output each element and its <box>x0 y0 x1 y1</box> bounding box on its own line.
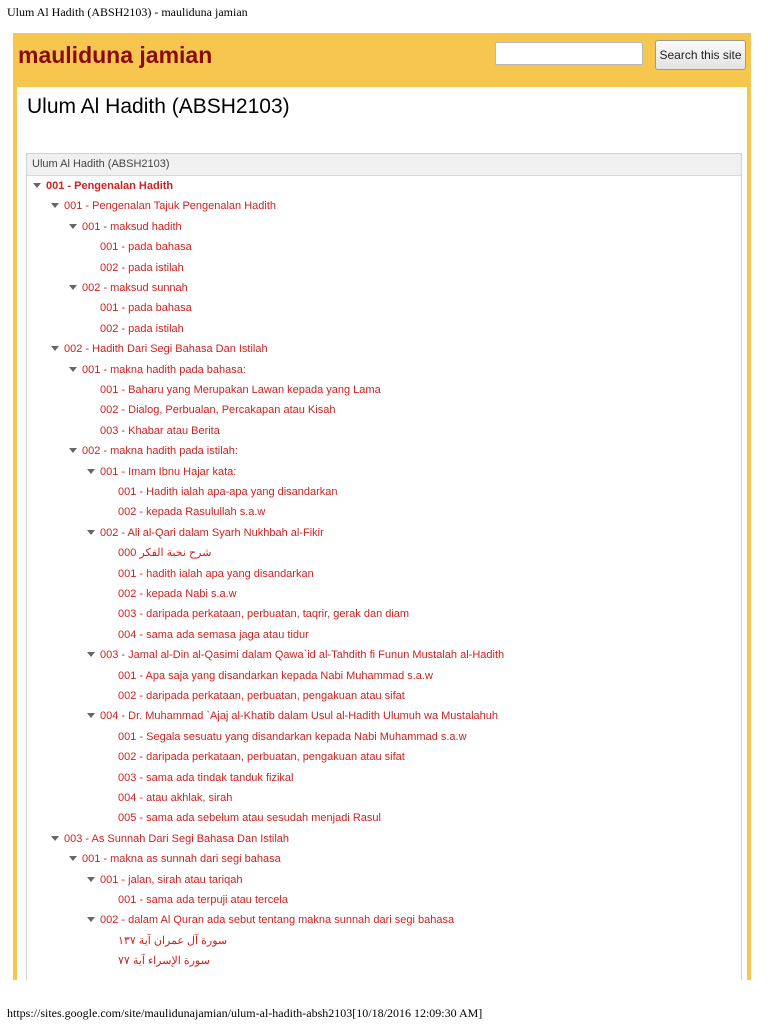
expand-triangle-icon[interactable] <box>69 224 77 229</box>
toc-item-label: سورة الإسراء آية ٧٧ <box>118 955 210 968</box>
toc-item[interactable] <box>100 239 192 255</box>
toc-item-label: 001 - pada bahasa <box>100 241 192 254</box>
toc-item-label: 002 - dalam Al Quran ada sebut tentang makna sunnah dari segi bahasa <box>100 914 455 927</box>
toc-item-label: سورة آل عمران آية ١٣٧ <box>118 934 228 947</box>
toc-item[interactable] <box>118 729 467 745</box>
expand-triangle-icon[interactable] <box>87 469 95 474</box>
toc-item-label: 001 - makna as sunnah dari segi bahasa <box>82 853 281 866</box>
content-area <box>17 87 747 980</box>
toc-item-label: 002 - maksud sunnah <box>82 282 188 294</box>
print-header: Ulum Al Hadith (ABSH2103) - mauliduna jamian <box>7 5 248 19</box>
toc-item[interactable] <box>100 423 220 439</box>
expand-triangle-icon[interactable] <box>87 917 95 922</box>
toc-item[interactable] <box>118 484 338 500</box>
toc-item-label: 001 - Segala sesuatu yang disandarkan kepada Nabi Muhammad s.a.w <box>118 730 467 743</box>
toc-item[interactable] <box>118 504 265 520</box>
expand-triangle-icon[interactable] <box>51 203 59 208</box>
toc-item[interactable] <box>100 260 184 276</box>
toc-item-label: 001 - makna hadith pada bahasa: <box>82 363 246 376</box>
toc-item[interactable] <box>118 770 294 786</box>
site-frame <box>13 33 751 980</box>
print-footer: https://sites.google.com/site/maulidunajamian/ulum-al-hadith-absh2103[10/18/2016 12:09:30 AM] <box>7 1006 483 1020</box>
expand-triangle-icon[interactable] <box>87 713 95 718</box>
toc-item-label: 001 - Imam Ibnu Hajar kata: <box>100 465 237 478</box>
toc-item[interactable] <box>51 831 289 847</box>
toc-item[interactable] <box>69 280 188 296</box>
toc-item[interactable] <box>100 300 192 316</box>
toc-item[interactable] <box>118 953 210 969</box>
toc-item[interactable] <box>51 198 276 214</box>
toc-item[interactable] <box>100 321 184 337</box>
toc-item-label: 000 شرح نخبة الفكر <box>118 547 212 560</box>
toc-item-label: 002 - Ali al-Qari dalam Syarh Nukhbah al-Fikir <box>100 526 324 539</box>
toc-item-label: 002 - Hadith Dari Segi Bahasa Dan Istilah <box>64 343 268 356</box>
toc-item[interactable] <box>69 362 246 378</box>
toc-item[interactable] <box>118 545 211 561</box>
toc-item-label: 004 - Dr. Muhammad `Ajaj al-Khatib dalam Usul al-Hadith Ulumuh wa Mustalahuh <box>100 710 499 723</box>
toc-item-label: 004 - atau akhlak, sirah <box>118 792 233 804</box>
search-input[interactable] <box>495 42 643 65</box>
toc-item[interactable] <box>118 810 381 826</box>
toc-item-label: 003 - Jamal al-Din al-Qasimi dalam Qawa`id al-Tahdith fi Funun Mustalah al-Hadith <box>100 649 505 662</box>
toc-item[interactable] <box>87 708 498 724</box>
toc-item-label: 002 - kepada Rasulullah s.a.w <box>118 506 266 519</box>
toc-item[interactable] <box>87 464 236 480</box>
toc-item[interactable] <box>69 219 182 235</box>
expand-triangle-icon[interactable] <box>69 285 77 290</box>
toc-item-label: 003 - As Sunnah Dari Segi Bahasa Dan Istilah <box>64 832 290 845</box>
expand-triangle-icon[interactable] <box>51 346 59 351</box>
expand-triangle-icon[interactable] <box>51 836 59 841</box>
toc-item-label: 001 - pada bahasa <box>100 302 192 315</box>
toc-item[interactable] <box>118 668 433 684</box>
toc-item[interactable] <box>118 790 232 806</box>
toc-item[interactable] <box>100 402 335 418</box>
toc-item-label: 002 - pada istilah <box>100 322 184 335</box>
toc-item-label: 003 - sama ada tindak tanduk fizikal <box>118 771 294 784</box>
toc-item[interactable] <box>118 566 314 582</box>
toc-item[interactable] <box>118 688 405 704</box>
toc-item[interactable] <box>87 647 504 663</box>
toc-item[interactable] <box>118 892 288 908</box>
expand-triangle-icon[interactable] <box>87 877 95 882</box>
toc-item[interactable] <box>33 178 173 194</box>
expand-triangle-icon[interactable] <box>87 652 95 657</box>
expand-triangle-icon[interactable] <box>69 448 77 453</box>
toc-item[interactable] <box>118 749 405 765</box>
toc-item-label: 002 - pada istilah <box>100 261 184 274</box>
toc-item-label: 002 - Dialog, Perbualan, Percakapan atau Kisah <box>100 404 336 417</box>
toc-item-label: 001 - hadith ialah apa yang disandarkan <box>118 567 314 580</box>
toc-item-label: 002 - daripada perkataan, perbuatan, pengakuan atau sifat <box>118 690 405 702</box>
expand-triangle-icon[interactable] <box>69 367 77 372</box>
toc-item[interactable] <box>69 851 281 867</box>
toc-item-label: 001 - Hadith ialah apa-apa yang disandarkan <box>118 486 338 498</box>
toc-item-label: 002 - daripada perkataan, perbuatan, pengakuan atau sifat <box>118 751 405 764</box>
toc-header: Ulum Al Hadith (ABSH2103) <box>27 154 741 176</box>
toc-item-label: 001 - Apa saja yang disandarkan kepada Nabi Muhammad s.a.w <box>118 669 433 682</box>
expand-triangle-icon[interactable] <box>69 856 77 861</box>
search-button[interactable]: Search this site <box>655 40 746 70</box>
toc-item-label: 001 - sama ada terpuji atau tercela <box>118 894 288 906</box>
toc-item[interactable] <box>118 933 227 949</box>
site-title[interactable]: mauliduna jamian <box>18 42 213 68</box>
toc-item-label: 001 - Baharu yang Merupakan Lawan kepada yang Lama <box>100 384 381 396</box>
toc-item[interactable] <box>51 341 268 357</box>
table-of-contents <box>26 153 742 980</box>
toc-item[interactable] <box>87 872 242 888</box>
toc-item[interactable] <box>118 606 409 622</box>
toc-item-label: 001 - jalan, sirah atau tariqah <box>100 873 243 886</box>
toc-item[interactable] <box>87 912 454 928</box>
toc-item[interactable] <box>118 586 237 602</box>
toc-item[interactable] <box>69 443 238 459</box>
toc-item-label: 004 - sama ada semasa jaga atau tidur <box>118 628 309 641</box>
expand-triangle-icon[interactable] <box>87 530 95 535</box>
toc-item[interactable] <box>100 382 381 398</box>
toc-item-label: 001 - Pengenalan Tajuk Pengenalan Hadith <box>64 200 277 213</box>
toc-item-label: 005 - sama ada sebelum atau sesudah menjadi Rasul <box>118 812 381 825</box>
toc-item[interactable] <box>118 627 309 643</box>
toc-item-label: 002 - kepada Nabi s.a.w <box>118 588 237 600</box>
toc-item-label: 001 - Pengenalan Hadith <box>46 180 174 192</box>
toc-item-label: 001 - maksud hadith <box>82 220 182 233</box>
expand-triangle-icon[interactable] <box>33 183 41 188</box>
toc-item-label: 003 - Khabar atau Berita <box>100 424 220 437</box>
page-title: Ulum Al Hadith (ABSH2103) <box>27 95 290 118</box>
toc-item-label: 003 - daripada perkataan, perbuatan, taqrir, gerak dan diam <box>118 608 410 621</box>
toc-item[interactable] <box>87 525 324 541</box>
toc-item-label: 002 - makna hadith pada istilah: <box>82 445 238 458</box>
